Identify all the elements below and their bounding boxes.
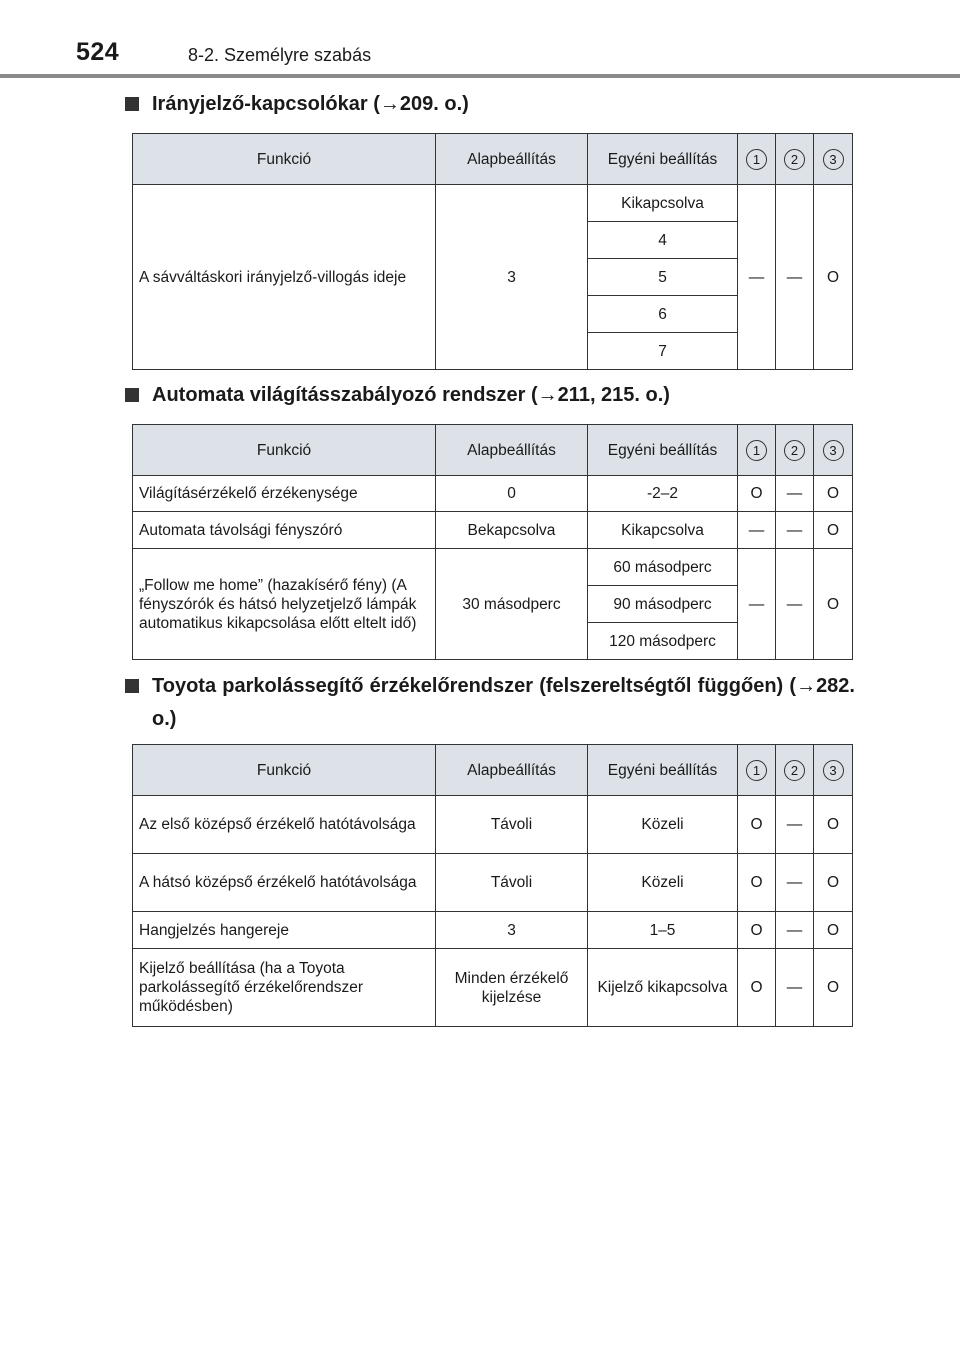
section-page-ref: 211, 215. o.) [557, 384, 670, 406]
parking-table [132, 744, 853, 1027]
cell-egyeni: 4 [588, 222, 738, 259]
cell-c3: O [814, 796, 853, 854]
cell-alap: 3 [436, 912, 588, 949]
cell-c1: — [738, 512, 776, 549]
square-bullet-icon [125, 97, 139, 111]
cell-c2: — [776, 512, 814, 549]
circled-2-icon: 2 [784, 440, 805, 461]
cell-egyeni: 120 másodperc [588, 623, 738, 660]
cell-egyeni: 7 [588, 333, 738, 370]
cell-c1: O [738, 476, 776, 512]
page-number: 524 [76, 38, 120, 66]
chapter-title: 8-2. Személyre szabás [188, 45, 372, 65]
cell-c2: — [776, 949, 814, 1027]
cell-egyeni: 90 másodperc [588, 586, 738, 623]
cell-egyeni: Kikapcsolva [588, 512, 738, 549]
cell-c2: — [776, 476, 814, 512]
col-header-funkcio: Funkció [133, 745, 436, 796]
cell-egyeni: Kijelző kikapcsolva [588, 949, 738, 1027]
circled-3-icon: 3 [823, 149, 844, 170]
col-header-3 [814, 745, 853, 796]
cell-c1: O [738, 912, 776, 949]
cell-c3: O [814, 512, 853, 549]
col-header-1 [738, 745, 776, 796]
cell-c2: — [776, 185, 814, 370]
col-header-3 [814, 134, 853, 185]
section-title-turn-signal [125, 88, 855, 121]
cell-c1: O [738, 796, 776, 854]
col-header-1 [738, 425, 776, 476]
table-row [133, 512, 853, 549]
arrow-right-icon: → [796, 675, 817, 697]
cell-c1: — [738, 549, 776, 660]
cell-alap: Minden érzékelő kijelzése [436, 949, 588, 1027]
cell-c2: — [776, 912, 814, 949]
cell-c3: O [814, 549, 853, 660]
cell-funkcio: A sávváltáskori irányjelző-villogás ideje [133, 185, 436, 370]
cell-funkcio: A hátsó középső érzékelő hatótávolsága [133, 854, 436, 912]
cell-c2: — [776, 796, 814, 854]
section-page-ref: 209. o.) [399, 93, 469, 115]
circled-3-icon: 3 [823, 440, 844, 461]
col-header-alap: Alapbeállítás [436, 134, 588, 185]
table-header-row [133, 134, 853, 185]
cell-egyeni: Közeli [588, 854, 738, 912]
table-row [133, 912, 853, 949]
cell-c1: — [738, 185, 776, 370]
table-row [133, 949, 853, 1027]
cell-alap: 30 másodperc [436, 549, 588, 660]
section-title-text: Irányjelző-kapcsolókar ( [152, 93, 380, 115]
cell-egyeni: 5 [588, 259, 738, 296]
cell-c3: O [814, 185, 853, 370]
cell-c2: — [776, 549, 814, 660]
turn-signal-table [132, 133, 853, 370]
col-header-egyeni: Egyéni beállítás [588, 425, 738, 476]
table-row [133, 549, 853, 586]
cell-alap: Távoli [436, 796, 588, 854]
table-header-row [133, 745, 853, 796]
circled-3-icon: 3 [823, 760, 844, 781]
section-title-text: Automata világításszabályozó rendszer ( [152, 384, 538, 406]
cell-c2: — [776, 854, 814, 912]
square-bullet-icon [125, 388, 139, 402]
col-header-funkcio: Funkció [133, 134, 436, 185]
col-header-alap: Alapbeállítás [436, 425, 588, 476]
circled-2-icon: 2 [784, 149, 805, 170]
col-header-alap: Alapbeállítás [436, 745, 588, 796]
lighting-table [132, 424, 853, 660]
cell-egyeni: 60 másodperc [588, 549, 738, 586]
cell-egyeni: 1–5 [588, 912, 738, 949]
cell-c3: O [814, 476, 853, 512]
col-header-egyeni: Egyéni beállítás [588, 134, 738, 185]
cell-funkcio: Az első középső érzékelő hatótávolsága [133, 796, 436, 854]
col-header-1 [738, 134, 776, 185]
table-row [133, 854, 853, 912]
col-header-2 [776, 134, 814, 185]
cell-c1: O [738, 949, 776, 1027]
section-page-ref: 282. o.) [152, 675, 855, 730]
arrow-right-icon: → [537, 384, 558, 406]
cell-funkcio: „Follow me home” (hazakísérő fény) (A fényszórók és hátsó helyzetjelző lámpák automatikus kikapcsolása előtt eltelt idő) [133, 549, 436, 660]
table-row [133, 185, 853, 222]
col-header-2 [776, 745, 814, 796]
cell-c3: O [814, 912, 853, 949]
col-header-egyeni: Egyéni beállítás [588, 745, 738, 796]
cell-c3: O [814, 949, 853, 1027]
cell-egyeni: Kikapcsolva [588, 185, 738, 222]
cell-alap: Távoli [436, 854, 588, 912]
cell-c3: O [814, 854, 853, 912]
cell-funkcio: Világításérzékelő érzékenysége [133, 476, 436, 512]
col-header-3 [814, 425, 853, 476]
table-row [133, 476, 853, 512]
square-bullet-icon [125, 679, 139, 693]
circled-1-icon: 1 [746, 149, 767, 170]
table-header-row [133, 425, 853, 476]
circled-1-icon: 1 [746, 440, 767, 461]
section-title-parking [125, 670, 855, 736]
cell-egyeni: Közeli [588, 796, 738, 854]
circled-2-icon: 2 [784, 760, 805, 781]
cell-alap: 3 [436, 185, 588, 370]
circled-1-icon: 1 [746, 760, 767, 781]
section-title-lighting [125, 379, 855, 412]
col-header-2 [776, 425, 814, 476]
cell-egyeni: 6 [588, 296, 738, 333]
table-row [133, 796, 853, 854]
col-header-funkcio: Funkció [133, 425, 436, 476]
cell-funkcio: Automata távolsági fényszóró [133, 512, 436, 549]
cell-egyeni: -2–2 [588, 476, 738, 512]
cell-funkcio: Kijelző beállítása (ha a Toyota parkolássegítő érzékelőrendszer működésben) [133, 949, 436, 1027]
cell-c1: O [738, 854, 776, 912]
cell-alap: 0 [436, 476, 588, 512]
header-divider [0, 74, 960, 78]
section-title-text: Toyota parkolássegítő érzékelőrendszer (felszereltségtől függően) ( [152, 675, 797, 697]
arrow-right-icon: → [379, 93, 400, 115]
cell-funkcio: Hangjelzés hangereje [133, 912, 436, 949]
cell-alap: Bekapcsolva [436, 512, 588, 549]
